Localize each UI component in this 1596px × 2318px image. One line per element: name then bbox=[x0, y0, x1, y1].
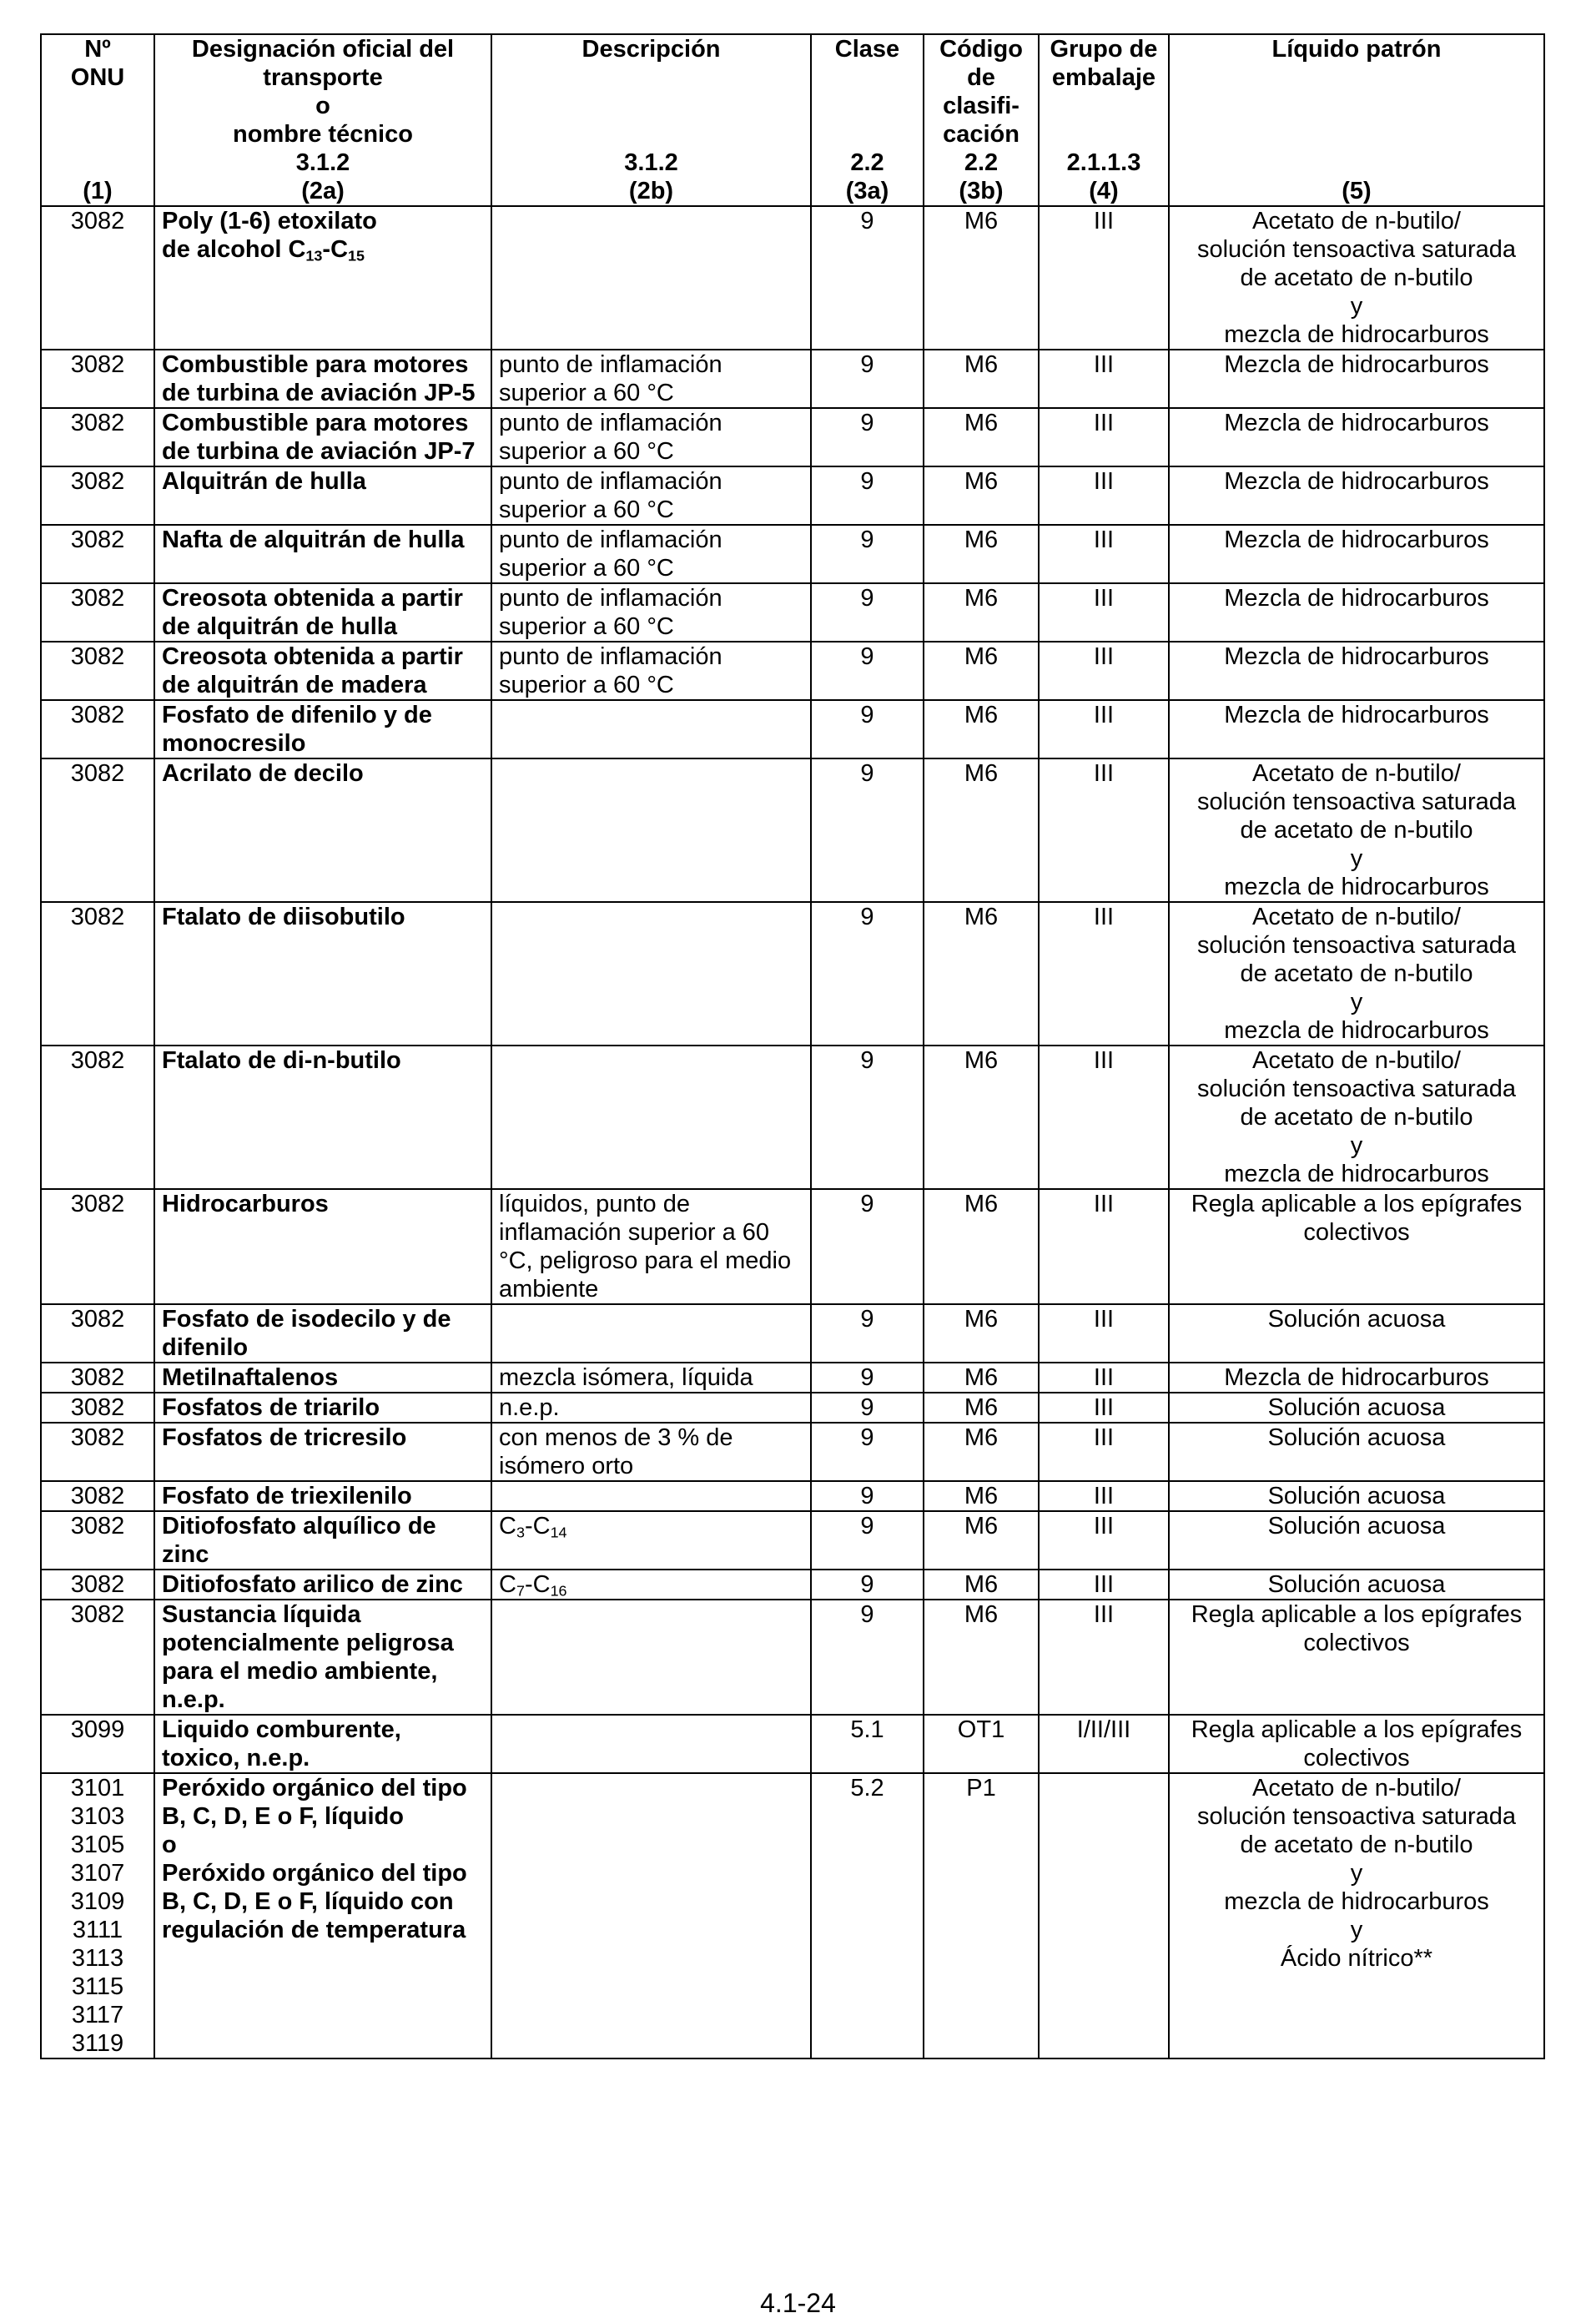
cell-classification-code: M6 bbox=[924, 408, 1039, 466]
cell-un-number: 3099 bbox=[41, 1715, 154, 1773]
header-standard-liquid: Líquido patrón (5) bbox=[1169, 34, 1544, 206]
table-row bbox=[41, 206, 1544, 350]
cell-description: líquidos, punto de inflamación superior a 60 °C, peligroso para el medio ambiente bbox=[491, 1189, 811, 1304]
table-row bbox=[41, 1600, 1544, 1715]
cell-classification-code: M6 bbox=[924, 902, 1039, 1046]
cell-classification-code: M6 bbox=[924, 1511, 1039, 1570]
cell-shipping-name: Creosota obtenida a partir de alquitrán de madera bbox=[154, 642, 491, 700]
cell-classification-code: M6 bbox=[924, 1189, 1039, 1304]
cell-un-number: 3082 bbox=[41, 1393, 154, 1423]
cell-un-number: 3082 bbox=[41, 1363, 154, 1393]
cell-classification-code: OT1 bbox=[924, 1715, 1039, 1773]
cell-un-number: 3082 bbox=[41, 1600, 154, 1715]
cell-description bbox=[491, 1046, 811, 1189]
cell-shipping-name: Combustible para motores de turbina de aviación JP-7 bbox=[154, 408, 491, 466]
cell-packing-group: III bbox=[1039, 350, 1169, 408]
cell-classification-code: M6 bbox=[924, 1393, 1039, 1423]
cell-standard-liquid: Mezcla de hidrocarburos bbox=[1169, 525, 1544, 583]
cell-shipping-name: Acrilato de decilo bbox=[154, 758, 491, 902]
cell-class: 9 bbox=[811, 1304, 924, 1363]
cell-standard-liquid: Acetato de n-butilo/ solución tensoactiva saturada de acetato de n-butilo y mezcla de hidrocarburos bbox=[1169, 758, 1544, 902]
cell-classification-code: M6 bbox=[924, 583, 1039, 642]
cell-classification-code: M6 bbox=[924, 350, 1039, 408]
cell-shipping-name: Fosfato de difenilo y de monocresilo bbox=[154, 700, 491, 758]
cell-shipping-name: Fosfatos de tricresilo bbox=[154, 1423, 491, 1481]
cell-shipping-name: Ditiofosfato arilico de zinc bbox=[154, 1570, 491, 1600]
cell-un-number: 3082 bbox=[41, 350, 154, 408]
cell-shipping-name: Creosota obtenida a partir de alquitrán de hulla bbox=[154, 583, 491, 642]
cell-description bbox=[491, 1773, 811, 2058]
cell-class: 5.2 bbox=[811, 1773, 924, 2058]
cell-class: 9 bbox=[811, 700, 924, 758]
table-row bbox=[41, 583, 1544, 642]
table-row bbox=[41, 525, 1544, 583]
cell-class: 9 bbox=[811, 583, 924, 642]
cell-class: 9 bbox=[811, 642, 924, 700]
cell-packing-group bbox=[1039, 1773, 1169, 2058]
cell-classification-code: M6 bbox=[924, 206, 1039, 350]
page-number: 4.1-24 bbox=[760, 2288, 836, 2318]
cell-standard-liquid: Solución acuosa bbox=[1169, 1393, 1544, 1423]
cell-packing-group: III bbox=[1039, 902, 1169, 1046]
header-shipping-name: Designación oficial del transporte o nombre técnico 3.1.2 (2a) bbox=[154, 34, 491, 206]
cell-standard-liquid: Mezcla de hidrocarburos bbox=[1169, 466, 1544, 525]
cell-description bbox=[491, 700, 811, 758]
cell-classification-code: M6 bbox=[924, 1046, 1039, 1189]
cell-un-number: 3082 bbox=[41, 758, 154, 902]
table-row bbox=[41, 408, 1544, 466]
cell-un-number: 3101 3103 3105 3107 3109 3111 3113 3115 3117 3119 bbox=[41, 1773, 154, 2058]
cell-standard-liquid: Acetato de n-butilo/ solución tensoactiva saturada de acetato de n-butilo y mezcla de hidrocarburos bbox=[1169, 206, 1544, 350]
cell-standard-liquid: Regla aplicable a los epígrafes colectivos bbox=[1169, 1600, 1544, 1715]
table-row bbox=[41, 1715, 1544, 1773]
cell-description bbox=[491, 1600, 811, 1715]
header-row bbox=[41, 34, 1544, 206]
header-classification-code: Código de clasifi- cación 2.2 (3b) bbox=[924, 34, 1039, 206]
cell-shipping-name: Hidrocarburos bbox=[154, 1189, 491, 1304]
cell-standard-liquid: Mezcla de hidrocarburos bbox=[1169, 1363, 1544, 1393]
cell-class: 9 bbox=[811, 1189, 924, 1304]
cell-packing-group: III bbox=[1039, 408, 1169, 466]
cell-standard-liquid: Mezcla de hidrocarburos bbox=[1169, 642, 1544, 700]
cell-shipping-name: Fosfato de isodecilo y de difenilo bbox=[154, 1304, 491, 1363]
table-row bbox=[41, 1773, 1544, 2058]
table-row bbox=[41, 350, 1544, 408]
cell-class: 9 bbox=[811, 902, 924, 1046]
cell-packing-group: III bbox=[1039, 1570, 1169, 1600]
cell-standard-liquid: Regla aplicable a los epígrafes colectivos bbox=[1169, 1189, 1544, 1304]
cell-packing-group: III bbox=[1039, 1046, 1169, 1189]
cell-packing-group: III bbox=[1039, 1511, 1169, 1570]
table-row bbox=[41, 642, 1544, 700]
cell-description bbox=[491, 1304, 811, 1363]
cell-packing-group: III bbox=[1039, 1393, 1169, 1423]
cell-un-number: 3082 bbox=[41, 1511, 154, 1570]
cell-shipping-name: Ditiofosfato alquílico de zinc bbox=[154, 1511, 491, 1570]
cell-standard-liquid: Solución acuosa bbox=[1169, 1570, 1544, 1600]
cell-standard-liquid: Mezcla de hidrocarburos bbox=[1169, 583, 1544, 642]
cell-class: 5.1 bbox=[811, 1715, 924, 1773]
cell-un-number: 3082 bbox=[41, 583, 154, 642]
cell-un-number: 3082 bbox=[41, 206, 154, 350]
cell-description: punto de inflamación superior a 60 °C bbox=[491, 583, 811, 642]
table-row bbox=[41, 1363, 1544, 1393]
cell-classification-code: M6 bbox=[924, 1570, 1039, 1600]
cell-class: 9 bbox=[811, 1600, 924, 1715]
cell-description bbox=[491, 206, 811, 350]
cell-classification-code: M6 bbox=[924, 1304, 1039, 1363]
cell-description bbox=[491, 758, 811, 902]
cell-shipping-name: Poly (1-6) etoxilato de alcohol $C_{13}-C_{15}$ bbox=[154, 206, 491, 350]
cell-description: punto de inflamación superior a 60 °C bbox=[491, 408, 811, 466]
cell-packing-group: III bbox=[1039, 1304, 1169, 1363]
cell-shipping-name: Alquitrán de hulla bbox=[154, 466, 491, 525]
cell-un-number: 3082 bbox=[41, 466, 154, 525]
cell-un-number: 3082 bbox=[41, 1423, 154, 1481]
cell-classification-code: M6 bbox=[924, 700, 1039, 758]
header-description: Descripción 3.1.2 (2b) bbox=[491, 34, 811, 206]
cell-un-number: 3082 bbox=[41, 408, 154, 466]
cell-description: punto de inflamación superior a 60 °C bbox=[491, 642, 811, 700]
cell-shipping-name: Fosfatos de triarilo bbox=[154, 1393, 491, 1423]
cell-standard-liquid: Regla aplicable a los epígrafes colectivos bbox=[1169, 1715, 1544, 1773]
cell-class: 9 bbox=[811, 206, 924, 350]
cell-un-number: 3082 bbox=[41, 1046, 154, 1189]
cell-description: $C_7-C_{16}$ bbox=[491, 1570, 811, 1600]
cell-classification-code: M6 bbox=[924, 1363, 1039, 1393]
cell-description bbox=[491, 1715, 811, 1773]
cell-un-number: 3082 bbox=[41, 902, 154, 1046]
cell-packing-group: III bbox=[1039, 700, 1169, 758]
table-row bbox=[41, 1189, 1544, 1304]
cell-standard-liquid: Acetato de n-butilo/ solución tensoactiva saturada de acetato de n-butilo y mezcla de hidrocarburos bbox=[1169, 902, 1544, 1046]
cell-shipping-name: Fosfato de triexilenilo bbox=[154, 1481, 491, 1511]
cell-un-number: 3082 bbox=[41, 642, 154, 700]
cell-standard-liquid: Solución acuosa bbox=[1169, 1423, 1544, 1481]
cell-un-number: 3082 bbox=[41, 1570, 154, 1600]
cell-packing-group: III bbox=[1039, 466, 1169, 525]
cell-classification-code: M6 bbox=[924, 525, 1039, 583]
table-row bbox=[41, 902, 1544, 1046]
cell-standard-liquid: Mezcla de hidrocarburos bbox=[1169, 408, 1544, 466]
cell-packing-group: III bbox=[1039, 642, 1169, 700]
cell-packing-group: III bbox=[1039, 206, 1169, 350]
cell-description: punto de inflamación superior a 60 °C bbox=[491, 466, 811, 525]
cell-class: 9 bbox=[811, 1481, 924, 1511]
cell-description bbox=[491, 902, 811, 1046]
cell-shipping-name: Ftalato de diisobutilo bbox=[154, 902, 491, 1046]
table-row bbox=[41, 466, 1544, 525]
cell-class: 9 bbox=[811, 758, 924, 902]
table-row bbox=[41, 1570, 1544, 1600]
cell-standard-liquid: Solución acuosa bbox=[1169, 1511, 1544, 1570]
cell-classification-code: M6 bbox=[924, 758, 1039, 902]
cell-description: mezcla isómera, líquida bbox=[491, 1363, 811, 1393]
cell-un-number: 3082 bbox=[41, 525, 154, 583]
cell-packing-group: III bbox=[1039, 1600, 1169, 1715]
table-row bbox=[41, 1304, 1544, 1363]
cell-packing-group: III bbox=[1039, 583, 1169, 642]
cell-class: 9 bbox=[811, 1570, 924, 1600]
cell-description: punto de inflamación superior a 60 °C bbox=[491, 350, 811, 408]
header-class: Clase 2.2 (3a) bbox=[811, 34, 924, 206]
cell-standard-liquid: Mezcla de hidrocarburos bbox=[1169, 700, 1544, 758]
cell-description: n.e.p. bbox=[491, 1393, 811, 1423]
cell-class: 9 bbox=[811, 525, 924, 583]
cell-class: 9 bbox=[811, 408, 924, 466]
cell-shipping-name: Metilnaftalenos bbox=[154, 1363, 491, 1393]
cell-description: $C_3-C_{14}$ bbox=[491, 1511, 811, 1570]
cell-packing-group: I/II/III bbox=[1039, 1715, 1169, 1773]
table-row bbox=[41, 1481, 1544, 1511]
cell-classification-code: P1 bbox=[924, 1773, 1039, 2058]
cell-packing-group: III bbox=[1039, 758, 1169, 902]
cell-description: con menos de 3 % de isómero orto bbox=[491, 1423, 811, 1481]
cell-un-number: 3082 bbox=[41, 700, 154, 758]
cell-class: 9 bbox=[811, 1046, 924, 1189]
cell-description bbox=[491, 1481, 811, 1511]
cell-un-number: 3082 bbox=[41, 1481, 154, 1511]
cell-classification-code: M6 bbox=[924, 642, 1039, 700]
cell-class: 9 bbox=[811, 1423, 924, 1481]
cell-un-number: 3082 bbox=[41, 1189, 154, 1304]
table-row bbox=[41, 1046, 1544, 1189]
substances-table bbox=[40, 33, 1545, 2059]
cell-shipping-name: Nafta de alquitrán de hulla bbox=[154, 525, 491, 583]
cell-packing-group: III bbox=[1039, 1481, 1169, 1511]
cell-class: 9 bbox=[811, 1393, 924, 1423]
cell-un-number: 3082 bbox=[41, 1304, 154, 1363]
cell-packing-group: III bbox=[1039, 525, 1169, 583]
cell-shipping-name: Peróxido orgánico del tipo B, C, D, E o F, líquido o Peróxido orgánico del tipo B, C, D, E o F, líquido con regulación de temperatura bbox=[154, 1773, 491, 2058]
cell-packing-group: III bbox=[1039, 1189, 1169, 1304]
cell-classification-code: M6 bbox=[924, 1600, 1039, 1715]
table-row bbox=[41, 758, 1544, 902]
cell-shipping-name: Liquido comburente, toxico, n.e.p. bbox=[154, 1715, 491, 1773]
table-row bbox=[41, 1511, 1544, 1570]
table-row bbox=[41, 1423, 1544, 1481]
cell-classification-code: M6 bbox=[924, 1423, 1039, 1481]
cell-class: 9 bbox=[811, 350, 924, 408]
table-row bbox=[41, 700, 1544, 758]
header-packing-group: Grupo de embalaje 2.1.1.3 (4) bbox=[1039, 34, 1169, 206]
cell-class: 9 bbox=[811, 1511, 924, 1570]
cell-shipping-name: Ftalato de di-n-butilo bbox=[154, 1046, 491, 1189]
cell-packing-group: III bbox=[1039, 1363, 1169, 1393]
header-un-number: Nº ONU (1) bbox=[41, 34, 154, 206]
cell-standard-liquid: Mezcla de hidrocarburos bbox=[1169, 350, 1544, 408]
cell-shipping-name: Combustible para motores de turbina de aviación JP-5 bbox=[154, 350, 491, 408]
cell-classification-code: M6 bbox=[924, 1481, 1039, 1511]
cell-class: 9 bbox=[811, 466, 924, 525]
cell-class: 9 bbox=[811, 1363, 924, 1393]
cell-standard-liquid: Acetato de n-butilo/ solución tensoactiva saturada de acetato de n-butilo y mezcla de hidrocarburos y Ácido nítrico** bbox=[1169, 1773, 1544, 2058]
cell-shipping-name: Sustancia líquida potencialmente peligrosa para el medio ambiente, n.e.p. bbox=[154, 1600, 491, 1715]
table-row bbox=[41, 1393, 1544, 1423]
cell-classification-code: M6 bbox=[924, 466, 1039, 525]
cell-standard-liquid: Acetato de n-butilo/ solución tensoactiva saturada de acetato de n-butilo y mezcla de hidrocarburos bbox=[1169, 1046, 1544, 1189]
cell-packing-group: III bbox=[1039, 1423, 1169, 1481]
cell-standard-liquid: Solución acuosa bbox=[1169, 1304, 1544, 1363]
cell-standard-liquid: Solución acuosa bbox=[1169, 1481, 1544, 1511]
cell-description: punto de inflamación superior a 60 °C bbox=[491, 525, 811, 583]
